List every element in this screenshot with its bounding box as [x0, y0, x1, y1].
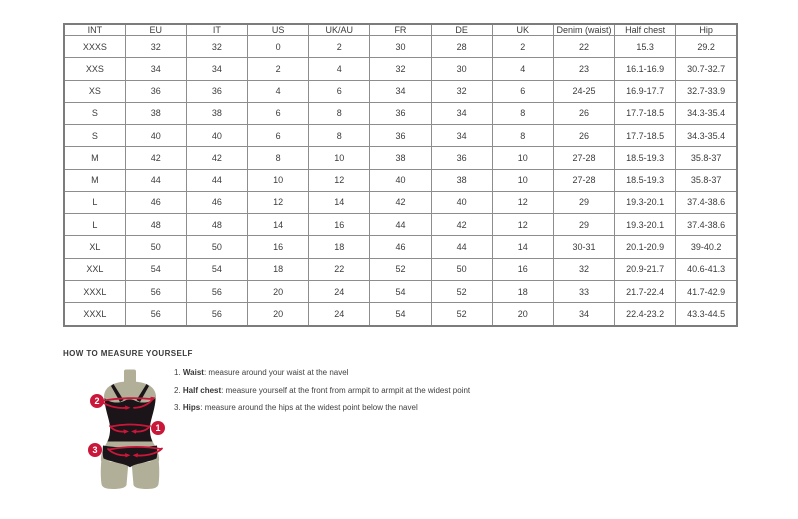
- size-cell: 8: [309, 125, 370, 147]
- size-row: [64, 58, 737, 80]
- size-cell: 46: [186, 191, 247, 213]
- size-cell: XL: [64, 236, 125, 258]
- size-cell: 34: [431, 125, 492, 147]
- figure-badge-waist: 1: [151, 421, 165, 435]
- size-cell: XXXL: [64, 280, 125, 302]
- column-header: UK: [492, 24, 553, 36]
- size-chart-section: [63, 23, 738, 327]
- size-cell: 24: [309, 280, 370, 302]
- size-row: [64, 102, 737, 124]
- size-cell: 10: [248, 169, 309, 191]
- size-cell: 56: [186, 280, 247, 302]
- size-cell: 50: [431, 258, 492, 280]
- size-cell: 37.4-38.6: [676, 214, 737, 236]
- size-cell: 20: [492, 303, 553, 326]
- size-cell: 36: [370, 125, 431, 147]
- size-cell: 52: [431, 280, 492, 302]
- size-cell: 44: [186, 169, 247, 191]
- size-cell: 16: [248, 236, 309, 258]
- size-cell: 19.3-20.1: [615, 191, 676, 213]
- size-cell: 26: [553, 102, 614, 124]
- size-cell: L: [64, 191, 125, 213]
- size-cell: 24-25: [553, 80, 614, 102]
- size-row: [64, 36, 737, 58]
- size-cell: 2: [492, 36, 553, 58]
- size-cell: 42: [186, 147, 247, 169]
- step-number: 2.: [174, 385, 181, 395]
- size-row: [64, 280, 737, 302]
- measurement-figure: [80, 368, 180, 503]
- column-header: EU: [125, 24, 186, 36]
- step-label: Waist: [182, 368, 204, 377]
- size-cell: 35.8-37: [676, 169, 737, 191]
- size-cell: 36: [125, 80, 186, 102]
- column-header: Hip: [676, 24, 737, 36]
- size-cell: 29: [553, 191, 614, 213]
- size-cell: 34: [553, 303, 614, 326]
- figure-badge-hips: 3: [88, 443, 102, 457]
- size-cell: 40.6-41.3: [676, 258, 737, 280]
- size-cell: 14: [492, 236, 553, 258]
- size-cell: 6: [248, 102, 309, 124]
- size-cell: 23: [553, 58, 614, 80]
- column-header: DE: [431, 24, 492, 36]
- size-cell: M: [64, 147, 125, 169]
- size-cell: 18: [248, 258, 309, 280]
- size-row: [64, 125, 737, 147]
- size-cell: 35.8-37: [676, 147, 737, 169]
- size-cell: 36: [186, 80, 247, 102]
- size-cell: XXXS: [64, 36, 125, 58]
- size-cell: 15.3: [615, 36, 676, 58]
- size-cell: 0: [248, 36, 309, 58]
- size-cell: 33: [553, 280, 614, 302]
- size-cell: 10: [492, 147, 553, 169]
- size-cell: 34: [431, 102, 492, 124]
- step-number: 1.: [174, 368, 181, 377]
- step-label: Half chest: [182, 385, 222, 395]
- size-cell: 29: [553, 214, 614, 236]
- size-cell: 10: [309, 147, 370, 169]
- size-cell: S: [64, 102, 125, 124]
- size-cell: 20.1-20.9: [615, 236, 676, 258]
- size-cell: 34.3-35.4: [676, 125, 737, 147]
- size-cell: 39-40.2: [676, 236, 737, 258]
- size-cell: 42: [370, 191, 431, 213]
- step-desc: : measure around your waist at the navel: [203, 368, 349, 377]
- size-row: [64, 214, 737, 236]
- size-cell: 14: [309, 191, 370, 213]
- size-row: [64, 258, 737, 280]
- size-cell: 32.7-33.9: [676, 80, 737, 102]
- step-desc: : measure yourself at the front from armpit to armpit at the widest point: [221, 385, 471, 395]
- size-cell: 50: [125, 236, 186, 258]
- size-cell: L: [64, 214, 125, 236]
- size-cell: 8: [248, 147, 309, 169]
- size-cell: 22: [553, 36, 614, 58]
- size-cell: 12: [492, 191, 553, 213]
- size-cell: 18: [492, 280, 553, 302]
- size-cell: 34.3-35.4: [676, 102, 737, 124]
- figure-badge-half-chest: 2: [90, 394, 104, 408]
- size-cell: 52: [431, 303, 492, 326]
- size-cell: M: [64, 169, 125, 191]
- size-cell: 6: [309, 80, 370, 102]
- size-cell: 8: [309, 102, 370, 124]
- size-cell: 38: [370, 147, 431, 169]
- measure-step-hips: [174, 403, 470, 412]
- size-cell: 34: [125, 58, 186, 80]
- size-cell: 18.5-19.3: [615, 147, 676, 169]
- size-cell: 48: [186, 214, 247, 236]
- size-cell: 30: [370, 36, 431, 58]
- size-row: [64, 80, 737, 102]
- size-cell: 4: [248, 80, 309, 102]
- size-cell: 14: [248, 214, 309, 236]
- size-cell: 40: [186, 125, 247, 147]
- size-cell: S: [64, 125, 125, 147]
- size-cell: 27-28: [553, 147, 614, 169]
- size-cell: 43.3-44.5: [676, 303, 737, 326]
- size-cell: 56: [125, 280, 186, 302]
- size-cell: 36: [431, 147, 492, 169]
- size-cell: 56: [186, 303, 247, 326]
- size-cell: 40: [125, 125, 186, 147]
- size-cell: 8: [492, 125, 553, 147]
- size-row: [64, 169, 737, 191]
- size-cell: 2: [248, 58, 309, 80]
- size-cell: 30: [431, 58, 492, 80]
- size-cell: 17.7-18.5: [615, 125, 676, 147]
- size-cell: 52: [370, 258, 431, 280]
- measure-step-half-chest: [174, 386, 470, 395]
- size-cell: 42: [431, 214, 492, 236]
- column-header: IT: [186, 24, 247, 36]
- size-row: [64, 147, 737, 169]
- column-header: Denim (waist): [553, 24, 614, 36]
- size-chart-table: [63, 23, 738, 327]
- size-cell: 32: [370, 58, 431, 80]
- size-cell: 26: [553, 125, 614, 147]
- size-cell: 16: [309, 214, 370, 236]
- measure-steps: [174, 368, 470, 421]
- column-header: UK/AU: [309, 24, 370, 36]
- size-cell: 34: [370, 80, 431, 102]
- size-cell: 6: [248, 125, 309, 147]
- size-cell: 42: [125, 147, 186, 169]
- size-cell: 44: [125, 169, 186, 191]
- size-cell: 18: [309, 236, 370, 258]
- size-cell: 12: [309, 169, 370, 191]
- step-number: 3.: [174, 403, 181, 412]
- size-cell: XS: [64, 80, 125, 102]
- size-cell: 54: [370, 280, 431, 302]
- size-cell: 4: [492, 58, 553, 80]
- size-cell: 44: [370, 214, 431, 236]
- size-row: [64, 303, 737, 326]
- size-cell: 20.9-21.7: [615, 258, 676, 280]
- measure-step-waist: [174, 368, 470, 377]
- size-cell: XXXL: [64, 303, 125, 326]
- size-cell: 2: [309, 36, 370, 58]
- size-cell: XXS: [64, 58, 125, 80]
- size-cell: 19.3-20.1: [615, 214, 676, 236]
- size-row: [64, 236, 737, 258]
- size-cell: 37.4-38.6: [676, 191, 737, 213]
- size-cell: 16.1-16.9: [615, 58, 676, 80]
- step-desc: : measure around the hips at the widest point below the navel: [200, 403, 418, 412]
- size-cell: 18.5-19.3: [615, 169, 676, 191]
- size-cell: 16: [492, 258, 553, 280]
- size-cell: 38: [125, 102, 186, 124]
- size-cell: 32: [431, 80, 492, 102]
- size-cell: 34: [186, 58, 247, 80]
- size-cell: 46: [125, 191, 186, 213]
- size-cell: 22.4-23.2: [615, 303, 676, 326]
- size-cell: 46: [370, 236, 431, 258]
- size-cell: 20: [248, 303, 309, 326]
- size-cell: 30.7-32.7: [676, 58, 737, 80]
- column-header: Half chest: [615, 24, 676, 36]
- size-cell: 16.9-17.7: [615, 80, 676, 102]
- size-cell: 32: [553, 258, 614, 280]
- size-cell: 56: [125, 303, 186, 326]
- size-cell: 6: [492, 80, 553, 102]
- column-header: INT: [64, 24, 125, 36]
- column-header: US: [248, 24, 309, 36]
- size-cell: 30-31: [553, 236, 614, 258]
- size-cell: 32: [186, 36, 247, 58]
- column-header: FR: [370, 24, 431, 36]
- size-cell: 40: [370, 169, 431, 191]
- size-cell: 8: [492, 102, 553, 124]
- size-cell: 28: [431, 36, 492, 58]
- size-cell: 10: [492, 169, 553, 191]
- size-cell: 50: [186, 236, 247, 258]
- size-cell: 54: [125, 258, 186, 280]
- size-cell: 38: [186, 102, 247, 124]
- mannequin-illustration-icon: [80, 368, 180, 503]
- measure-section-title: HOW TO MEASURE YOURSELF: [63, 349, 193, 358]
- size-cell: 17.7-18.5: [615, 102, 676, 124]
- size-cell: 24: [309, 303, 370, 326]
- size-cell: 44: [431, 236, 492, 258]
- size-cell: 54: [370, 303, 431, 326]
- size-cell: 4: [309, 58, 370, 80]
- step-label: Hips: [182, 403, 201, 412]
- size-cell: 48: [125, 214, 186, 236]
- size-row: [64, 191, 737, 213]
- size-cell: 12: [492, 214, 553, 236]
- size-cell: 20: [248, 280, 309, 302]
- size-cell: 32: [125, 36, 186, 58]
- size-cell: XXL: [64, 258, 125, 280]
- size-cell: 27-28: [553, 169, 614, 191]
- size-cell: 40: [431, 191, 492, 213]
- size-cell: 54: [186, 258, 247, 280]
- size-cell: 38: [431, 169, 492, 191]
- size-cell: 12: [248, 191, 309, 213]
- size-cell: 21.7-22.4: [615, 280, 676, 302]
- header-row: [64, 24, 737, 36]
- size-cell: 29.2: [676, 36, 737, 58]
- size-cell: 36: [370, 102, 431, 124]
- size-cell: 22: [309, 258, 370, 280]
- size-cell: 41.7-42.9: [676, 280, 737, 302]
